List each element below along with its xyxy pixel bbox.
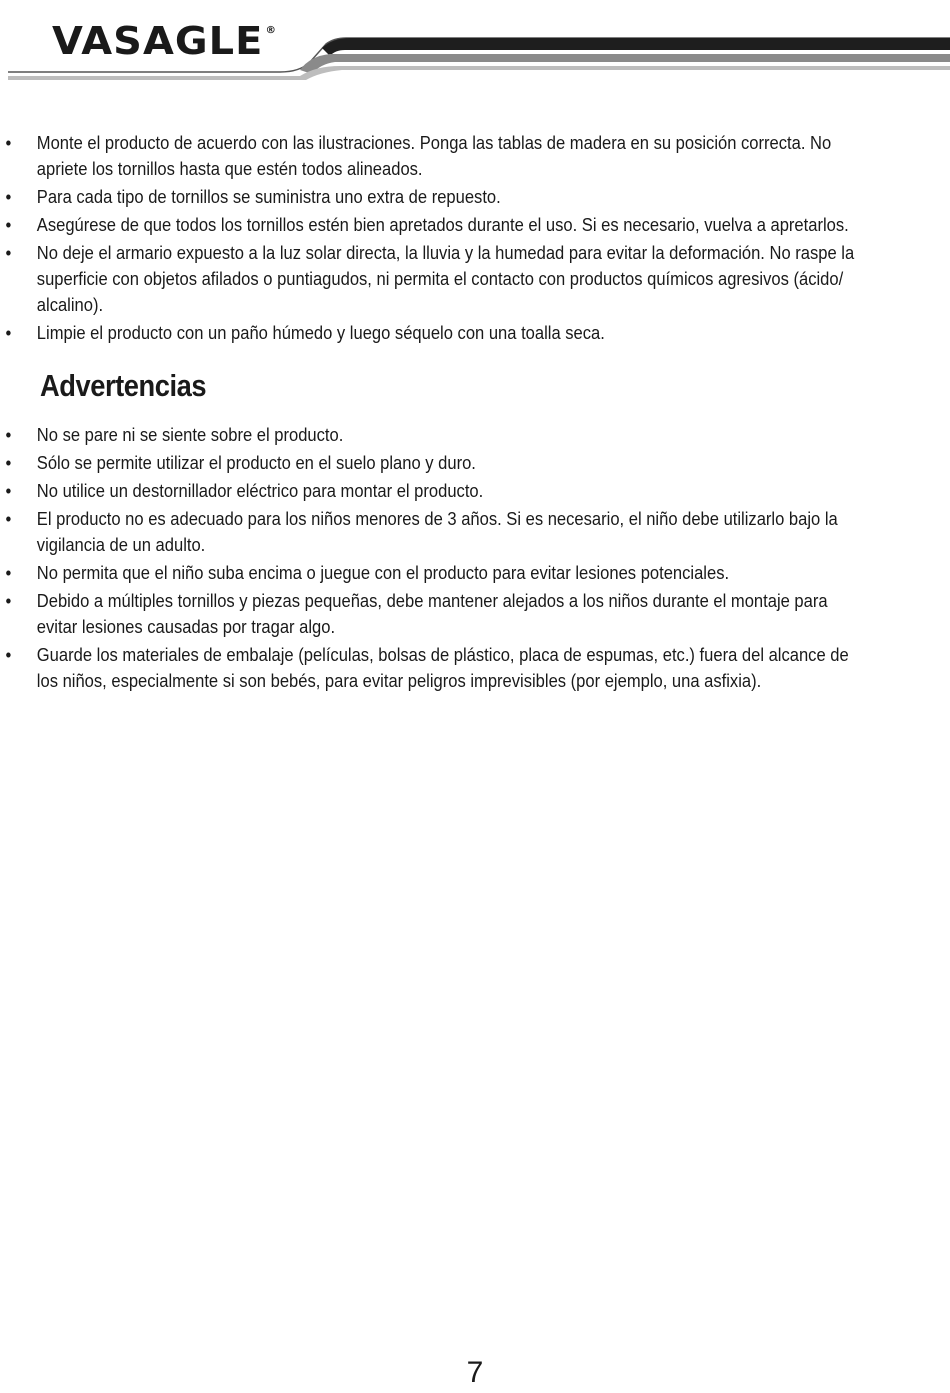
brand-name: VASAGLE: [52, 19, 264, 63]
list-item: • El producto no es adecuado para los niños menores de 3 años. Si es necesario, el niño debe utilizarlo bajo la vigilancia de un adulto.: [0, 506, 883, 558]
list-item: • No se pare ni se siente sobre el producto.: [0, 422, 883, 448]
list-item: • Debido a múltiples tornillos y piezas pequeñas, debe mantener alejados a los niños durante el montaje para evitar lesiones causadas por tragar algo.: [0, 588, 883, 640]
list-item: • No deje el armario expuesto a la luz solar directa, la lluvia y la humedad para evitar la deformación. No raspe la superficie con objetos afilados o puntiagudos, ni permita el contacto con productos químicos agresivos (ácido/ alcalino).: [0, 240, 883, 318]
warnings-list: [0, 422, 950, 694]
registered-mark: ®: [265, 25, 278, 36]
list-item: • Limpie el producto con un paño húmedo y luego séquelo con una toalla seca.: [0, 320, 883, 346]
list-item: • Para cada tipo de tornillos se suministra uno extra de repuesto.: [0, 184, 883, 210]
page-number: 7: [466, 1356, 484, 1389]
brand-logo: [52, 19, 278, 63]
list-item: • Asegúrese de que todos los tornillos estén bien apretados durante el uso. Si es necesario, vuelva a apretarlos.: [0, 212, 883, 238]
page-header: [0, 0, 950, 90]
list-item: • Guarde los materiales de embalaje (películas, bolsas de plástico, placa de espumas, etc.) fuera del alcance de los niños, especialmente si son bebés, para evitar peligros imprevisibles (por ejemplo, una asfixia).: [0, 642, 883, 694]
list-item: • No permita que el niño suba encima o juegue con el producto para evitar lesiones potenciales.: [0, 560, 883, 586]
list-item: • Sólo se permite utilizar el producto en el suelo plano y duro.: [0, 450, 883, 476]
list-item: • No utilice un destornillador eléctrico para montar el producto.: [0, 478, 883, 504]
warnings-heading: Advertencias: [40, 368, 207, 403]
care-instructions-list: [0, 130, 950, 346]
page-content: [0, 130, 950, 696]
list-item: • Monte el producto de acuerdo con las ilustraciones. Ponga las tablas de madera en su posición correcta. No apriete los tornillos hasta que estén todos alineados.: [0, 130, 883, 182]
